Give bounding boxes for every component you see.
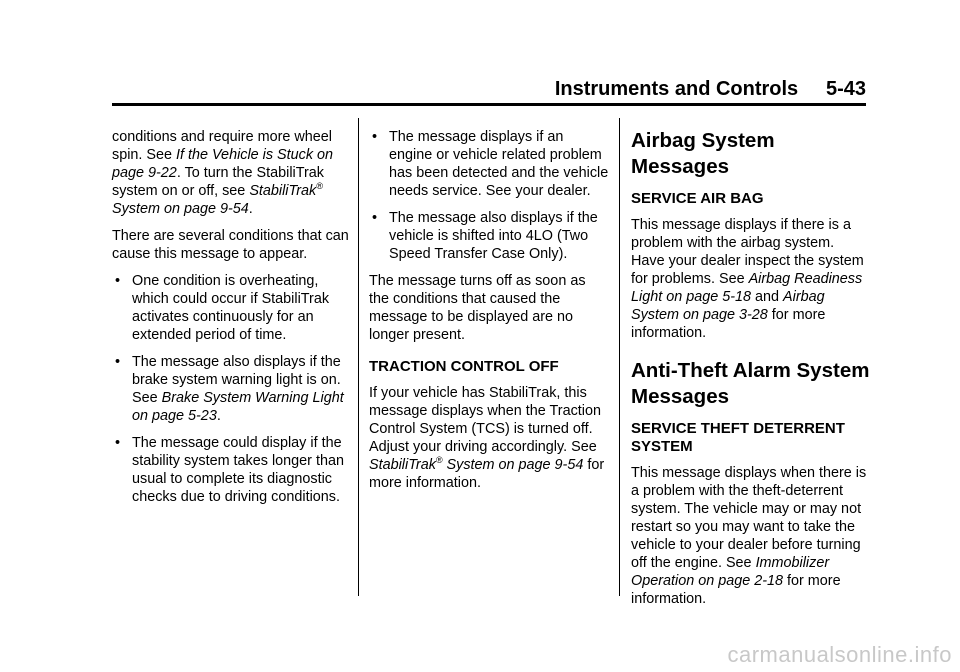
- list-item: • One condition is overheating, which could occur if StabiliTrak activates continuously for an extended period of time.: [115, 273, 330, 343]
- paragraph: This message displays if there is a problem with the airbag system. Have your dealer inspect the system for problems. See Airbag Readiness Light on page 5-18 and Airbag System on page 3-28 for more information.: [631, 217, 864, 341]
- column-3: [631, 128, 871, 617]
- cross-reference: Immobilizer Operation on page 2-18: [631, 555, 830, 589]
- section-heading: SERVICE THEFT DETERRENT SYSTEM: [631, 420, 845, 455]
- list-item: • The message also displays if the vehicle is shifted into 4LO (Two Speed Transfer Case Only).: [372, 210, 598, 262]
- cross-reference: Airbag Readiness Light on page 5-18: [631, 271, 863, 305]
- section-title: Airbag System Messages: [631, 129, 775, 178]
- paragraph: This message displays when there is a problem with the theft-deterrent system. The vehicle may or may not restart so you may want to take the vehicle to your dealer before turning off the engine. See Immobilizer Operation on page 2-18 for more information.: [631, 465, 867, 607]
- cross-reference: If the Vehicle is Stuck on page 9-22: [112, 147, 334, 181]
- list-item: • The message also displays if the brake system warning light is on. See Brake System Warning Light on page 5-23.: [115, 354, 344, 424]
- section-heading: SERVICE AIR BAG: [631, 190, 764, 207]
- section-heading: TRACTION CONTROL OFF: [369, 358, 559, 375]
- paragraph: conditions and require more wheel spin. See If the Vehicle is Stuck on page 9-22. To turn the StabiliTrak system on or off, see StabiliTrak® System on page 9-54.: [112, 129, 334, 217]
- column-divider-1: [358, 118, 359, 596]
- header-rule: [112, 103, 866, 106]
- column-2: [369, 128, 609, 501]
- column-1: [112, 128, 352, 515]
- cross-reference: Airbag System on page 3-28: [631, 289, 825, 323]
- list-item: • The message displays if an engine or vehicle related problem has been detected and the vehicle needs service. See your dealer.: [372, 129, 609, 199]
- paragraph: There are several conditions that can cause this message to appear.: [112, 228, 349, 262]
- list-item: • The message could display if the stability system takes longer than usual to complete its diagnostic checks due to driving conditions.: [115, 435, 344, 505]
- bullet-icon: •: [115, 273, 121, 289]
- cross-reference: StabiliTrak® System on page 9-54: [112, 181, 323, 217]
- paragraph: The message turns off as soon as the conditions that caused the message to be displayed are no longer present.: [369, 273, 586, 343]
- cross-reference: Brake System Warning Light on page 5-23: [132, 390, 344, 424]
- bullet-icon: •: [115, 435, 121, 451]
- bullet-icon: •: [115, 354, 121, 370]
- watermark: carmanualsonline.info: [727, 642, 952, 667]
- section-title: Anti-Theft Alarm System Messages: [631, 359, 870, 408]
- bullet-icon: •: [372, 129, 378, 145]
- column-divider-2: [619, 118, 620, 596]
- bullet-icon: •: [372, 210, 378, 226]
- cross-reference: StabiliTrak® System on page 9-54: [369, 455, 584, 473]
- paragraph: If your vehicle has StabiliTrak, this message displays when the Traction Control System (TCS) is turned off. Adjust your driving accordingly. See StabiliTrak® System on page 9-54 for more information.: [369, 385, 605, 491]
- page-header-title: Instruments and Controls 5-43: [554, 78, 866, 100]
